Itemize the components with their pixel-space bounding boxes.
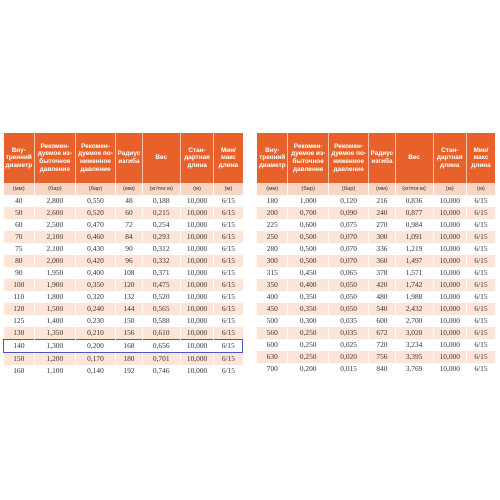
cell-overpressure: 0,250	[288, 351, 328, 363]
cell-overpressure: 0,250	[288, 327, 328, 339]
table-row	[257, 363, 495, 375]
cell-weight: 0,877	[395, 207, 433, 219]
table-row	[4, 219, 243, 231]
cell-standard-length: 10,000	[433, 279, 466, 291]
cell-standard-length: 10,000	[433, 315, 466, 327]
cell-bend-radius: 540	[369, 303, 395, 315]
cell-underpressure: 0,035	[328, 327, 368, 339]
cell-overpressure: 0,500	[288, 255, 328, 267]
cell-inner-diameter: 140	[4, 340, 35, 353]
cell-min-max-length: 6/15	[214, 243, 243, 255]
cell-inner-diameter: 100	[4, 279, 35, 291]
table-body-left	[4, 183, 243, 377]
table-row	[4, 207, 243, 219]
cell-underpressure: 0,550	[75, 195, 116, 207]
cell-overpressure: 0,500	[288, 243, 328, 255]
cell-weight: 0,836	[395, 195, 433, 207]
cell-underpressure: 0,025	[328, 339, 368, 351]
cell-standard-length: 10,000	[433, 363, 466, 375]
cell-weight: 0,254	[142, 219, 180, 231]
cell-bend-radius: 378	[369, 267, 395, 279]
cell-weight: 0,332	[142, 255, 180, 267]
header-weight: Вес	[142, 133, 180, 183]
cell-inner-diameter: 40	[4, 195, 35, 207]
cell-weight: 0,188	[142, 195, 180, 207]
cell-min-max-length: 6/15	[214, 291, 243, 303]
cell-min-max-length: 6/15	[466, 315, 495, 327]
cell-standard-length: 10,000	[180, 231, 213, 243]
unit-cell: (м)	[214, 183, 243, 195]
header-overpressure: Рекомен- дуемое из- быточное давление	[35, 133, 76, 183]
cell-weight: 0,565	[142, 303, 180, 315]
cell-min-max-length: 6/15	[466, 339, 495, 351]
unit-cell: (бар)	[75, 183, 116, 195]
cell-weight: 3,769	[395, 363, 433, 375]
cell-inner-diameter: 80	[4, 255, 35, 267]
cell-weight: 0,371	[142, 267, 180, 279]
cell-bend-radius: 168	[116, 340, 142, 353]
cell-bend-radius: 90	[116, 243, 142, 255]
cell-overpressure: 1,200	[35, 353, 76, 366]
cell-inner-diameter: 450	[257, 303, 288, 315]
table-row	[4, 255, 243, 267]
table-row	[4, 243, 243, 255]
table-row	[4, 267, 243, 279]
cell-underpressure: 0,070	[328, 243, 368, 255]
unit-cell: (бар)	[35, 183, 76, 195]
cell-inner-diameter: 350	[257, 279, 288, 291]
unit-cell: (мм)	[257, 183, 288, 195]
header-standard-length: Стан- дартная длина	[433, 133, 466, 183]
cell-weight: 0,701	[142, 353, 180, 366]
cell-standard-length: 10,000	[180, 340, 213, 353]
cell-standard-length: 10,000	[433, 207, 466, 219]
cell-underpressure: 0,070	[328, 255, 368, 267]
cell-standard-length: 10,000	[433, 231, 466, 243]
header-overpressure: Рекомен- дуемое из- быточное давление	[288, 133, 328, 183]
cell-overpressure: 1,000	[288, 195, 328, 207]
unit-cell: (м)	[180, 183, 213, 195]
cell-standard-length: 10,000	[433, 267, 466, 279]
table-row	[257, 315, 495, 327]
cell-underpressure: 0,120	[328, 195, 368, 207]
cell-min-max-length: 6/15	[466, 231, 495, 243]
cell-min-max-length: 6/15	[466, 243, 495, 255]
cell-underpressure: 0,200	[75, 340, 116, 353]
cell-underpressure: 0,035	[328, 315, 368, 327]
table-row	[4, 291, 243, 303]
cell-underpressure: 0,420	[75, 255, 116, 267]
cell-underpressure: 0,460	[75, 231, 116, 243]
cell-underpressure: 0,065	[328, 267, 368, 279]
cell-inner-diameter: 125	[4, 315, 35, 327]
unit-cell: (кг/пог.м)	[142, 183, 180, 195]
cell-bend-radius: 150	[116, 315, 142, 327]
cell-bend-radius: 144	[116, 303, 142, 315]
header-underpressure: Рекомен- дуемое по- ниженное давление	[328, 133, 368, 183]
cell-bend-radius: 420	[369, 279, 395, 291]
cell-min-max-length: 6/15	[214, 195, 243, 207]
table-row	[4, 231, 243, 243]
cell-weight: 0,312	[142, 243, 180, 255]
cell-weight: 1,571	[395, 267, 433, 279]
cell-overpressure: 0,350	[288, 291, 328, 303]
cell-bend-radius: 480	[369, 291, 395, 303]
cell-standard-length: 10,000	[433, 339, 466, 351]
cell-standard-length: 10,000	[180, 195, 213, 207]
cell-bend-radius: 180	[116, 353, 142, 366]
table-row	[257, 255, 495, 267]
cell-bend-radius: 108	[116, 267, 142, 279]
unit-cell: (мм)	[4, 183, 35, 195]
table-row	[257, 243, 495, 255]
cell-underpressure: 0,170	[75, 353, 116, 366]
cell-min-max-length: 6/15	[466, 195, 495, 207]
cell-overpressure: 1,950	[35, 267, 76, 279]
cell-inner-diameter: 120	[4, 303, 35, 315]
header-bend-radius: Радиус изгиба	[116, 133, 142, 183]
cell-inner-diameter: 160	[4, 365, 35, 377]
unit-cell: (бар)	[328, 183, 368, 195]
cell-weight: 3,020	[395, 327, 433, 339]
cell-standard-length: 10,000	[180, 279, 213, 291]
cell-bend-radius: 600	[369, 315, 395, 327]
header-row	[4, 133, 243, 183]
cell-weight: 0,293	[142, 231, 180, 243]
cell-inner-diameter: 200	[257, 207, 288, 219]
cell-standard-length: 10,000	[180, 353, 213, 366]
table-row	[4, 279, 243, 291]
cell-weight: 3,395	[395, 351, 433, 363]
cell-overpressure: 0,350	[288, 303, 328, 315]
cell-bend-radius: 216	[369, 195, 395, 207]
cell-weight: 0,588	[142, 315, 180, 327]
cell-min-max-length: 6/15	[466, 327, 495, 339]
header-underpressure: Рекомен- дуемое по- ниженное давление	[75, 133, 116, 183]
cell-underpressure: 0,320	[75, 291, 116, 303]
cell-underpressure: 0,050	[328, 303, 368, 315]
cell-bend-radius: 720	[369, 339, 395, 351]
header-standard-length: Стан- дартная длина	[180, 133, 213, 183]
table-row	[257, 327, 495, 339]
table-row	[4, 340, 243, 353]
cell-overpressure: 0,600	[288, 219, 328, 231]
unit-cell: (кг/пог.м)	[395, 183, 433, 195]
cell-standard-length: 10,000	[180, 255, 213, 267]
unit-row	[257, 183, 495, 195]
cell-standard-length: 10,000	[433, 195, 466, 207]
table-row	[257, 195, 495, 207]
cell-overpressure: 1,900	[35, 279, 76, 291]
cell-underpressure: 0,350	[75, 279, 116, 291]
unit-row	[4, 183, 243, 195]
cell-standard-length: 10,000	[180, 303, 213, 315]
cell-standard-length: 10,000	[433, 255, 466, 267]
cell-inner-diameter: 90	[4, 267, 35, 279]
unit-cell: (мм)	[369, 183, 395, 195]
cell-bend-radius: 840	[369, 363, 395, 375]
cell-standard-length: 10,000	[180, 243, 213, 255]
cell-overpressure: 1,400	[35, 315, 76, 327]
cell-bend-radius: 336	[369, 243, 395, 255]
cell-min-max-length: 6/15	[214, 327, 243, 340]
cell-overpressure: 0,700	[288, 207, 328, 219]
cell-standard-length: 10,000	[433, 291, 466, 303]
cell-min-max-length: 6/15	[214, 365, 243, 377]
cell-underpressure: 0,050	[328, 279, 368, 291]
cell-bend-radius: 156	[116, 327, 142, 340]
unit-cell: (бар)	[288, 183, 328, 195]
cell-weight: 1,219	[395, 243, 433, 255]
cell-underpressure: 0,470	[75, 219, 116, 231]
unit-cell: (м)	[433, 183, 466, 195]
unit-cell: (мм)	[116, 183, 142, 195]
cell-standard-length: 10,000	[180, 219, 213, 231]
header-bend-radius: Радиус изгиба	[369, 133, 395, 183]
cell-bend-radius: 96	[116, 255, 142, 267]
cell-inner-diameter: 560	[257, 327, 288, 339]
cell-min-max-length: 6/15	[466, 279, 495, 291]
cell-inner-diameter: 75	[4, 243, 35, 255]
table-row	[257, 207, 495, 219]
cell-standard-length: 10,000	[180, 207, 213, 219]
header-row	[257, 133, 495, 183]
cell-overpressure: 0,450	[288, 267, 328, 279]
table-row	[257, 351, 495, 363]
cell-bend-radius: 48	[116, 195, 142, 207]
cell-inner-diameter: 400	[257, 291, 288, 303]
table-row	[4, 195, 243, 207]
cell-underpressure: 0,430	[75, 243, 116, 255]
cell-min-max-length: 6/15	[214, 315, 243, 327]
cell-min-max-length: 6/15	[214, 267, 243, 279]
cell-standard-length: 10,000	[433, 327, 466, 339]
cell-min-max-length: 6/15	[466, 291, 495, 303]
cell-overpressure: 1,100	[35, 365, 76, 377]
hose-spec-table-right	[257, 133, 495, 375]
cell-overpressure: 1,800	[35, 291, 76, 303]
cell-underpressure: 0,230	[75, 315, 116, 327]
cell-standard-length: 10,000	[433, 351, 466, 363]
cell-bend-radius: 756	[369, 351, 395, 363]
cell-overpressure: 2,100	[35, 243, 76, 255]
cell-inner-diameter: 225	[257, 219, 288, 231]
cell-inner-diameter: 500	[257, 315, 288, 327]
table-row	[257, 339, 495, 351]
cell-min-max-length: 6/15	[466, 351, 495, 363]
table-row	[4, 315, 243, 327]
cell-bend-radius: 240	[369, 207, 395, 219]
cell-bend-radius: 84	[116, 231, 142, 243]
cell-underpressure: 0,090	[328, 207, 368, 219]
cell-bend-radius: 192	[116, 365, 142, 377]
cell-weight: 0,746	[142, 365, 180, 377]
table-body-right	[257, 183, 495, 375]
cell-standard-length: 10,000	[180, 267, 213, 279]
cell-standard-length: 10,000	[433, 219, 466, 231]
cell-weight: 3,234	[395, 339, 433, 351]
cell-inner-diameter: 315	[257, 267, 288, 279]
cell-underpressure: 0,520	[75, 207, 116, 219]
cell-bend-radius: 132	[116, 291, 142, 303]
cell-min-max-length: 6/15	[214, 219, 243, 231]
cell-weight: 1,742	[395, 279, 433, 291]
cell-inner-diameter: 70	[4, 231, 35, 243]
cell-underpressure: 0,140	[75, 365, 116, 377]
table-row	[257, 231, 495, 243]
cell-min-max-length: 6/15	[214, 340, 243, 353]
cell-inner-diameter: 110	[4, 291, 35, 303]
cell-bend-radius: 60	[116, 207, 142, 219]
cell-overpressure: 0,300	[288, 315, 328, 327]
cell-weight: 0,475	[142, 279, 180, 291]
cell-weight: 1,091	[395, 231, 433, 243]
header-weight: Вес	[395, 133, 433, 183]
cell-underpressure: 0,070	[328, 231, 368, 243]
cell-bend-radius: 672	[369, 327, 395, 339]
cell-inner-diameter: 300	[257, 255, 288, 267]
cell-standard-length: 10,000	[180, 291, 213, 303]
cell-min-max-length: 6/15	[214, 231, 243, 243]
cell-underpressure: 0,400	[75, 267, 116, 279]
cell-overpressure: 2,000	[35, 255, 76, 267]
cell-inner-diameter: 130	[4, 327, 35, 340]
unit-cell: (м)	[466, 183, 495, 195]
cell-underpressure: 0,240	[75, 303, 116, 315]
cell-overpressure: 0,500	[288, 231, 328, 243]
cell-bend-radius: 360	[369, 255, 395, 267]
cell-inner-diameter: 250	[257, 231, 288, 243]
table-row	[4, 327, 243, 340]
cell-weight: 1,497	[395, 255, 433, 267]
cell-weight: 0,984	[395, 219, 433, 231]
cell-overpressure: 1,500	[35, 303, 76, 315]
cell-min-max-length: 6/15	[466, 219, 495, 231]
cell-bend-radius: 300	[369, 231, 395, 243]
cell-underpressure: 0,050	[328, 291, 368, 303]
cell-overpressure: 2,600	[35, 207, 76, 219]
cell-weight: 2,432	[395, 303, 433, 315]
cell-weight: 0,656	[142, 340, 180, 353]
header-inner-diameter: Вну- тренний диаметр	[257, 133, 288, 183]
table-row	[4, 303, 243, 315]
cell-underpressure: 0,015	[328, 363, 368, 375]
cell-overpressure: 2,500	[35, 219, 76, 231]
cell-bend-radius: 270	[369, 219, 395, 231]
cell-inner-diameter: 700	[257, 363, 288, 375]
cell-min-max-length: 6/15	[466, 267, 495, 279]
cell-standard-length: 10,000	[180, 327, 213, 340]
cell-inner-diameter: 60	[4, 219, 35, 231]
cell-standard-length: 10,000	[433, 303, 466, 315]
cell-standard-length: 10,000	[180, 315, 213, 327]
cell-min-max-length: 6/15	[466, 363, 495, 375]
cell-weight: 0,215	[142, 207, 180, 219]
cell-bend-radius: 120	[116, 279, 142, 291]
cell-min-max-length: 6/15	[214, 279, 243, 291]
cell-min-max-length: 6/15	[214, 303, 243, 315]
cell-bend-radius: 72	[116, 219, 142, 231]
cell-overpressure: 1,300	[35, 340, 76, 353]
table-row	[257, 219, 495, 231]
cell-inner-diameter: 600	[257, 339, 288, 351]
cell-overpressure: 0,200	[288, 363, 328, 375]
header-min-max-length: Мин/ макс длина	[214, 133, 243, 183]
cell-weight: 0,610	[142, 327, 180, 340]
cell-overpressure: 2,100	[35, 231, 76, 243]
hose-spec-table-left	[3, 133, 243, 377]
cell-overpressure: 2,800	[35, 195, 76, 207]
cell-min-max-length: 6/15	[466, 207, 495, 219]
cell-min-max-length: 6/15	[466, 255, 495, 267]
cell-inner-diameter: 180	[257, 195, 288, 207]
cell-underpressure: 0,020	[328, 351, 368, 363]
cell-inner-diameter: 50	[4, 207, 35, 219]
cell-weight: 2,700	[395, 315, 433, 327]
table-row	[257, 279, 495, 291]
header-min-max-length: Мин/ макс длина	[466, 133, 495, 183]
cell-weight: 0,520	[142, 291, 180, 303]
cell-min-max-length: 6/15	[214, 207, 243, 219]
cell-inner-diameter: 150	[4, 353, 35, 366]
cell-inner-diameter: 630	[257, 351, 288, 363]
cell-min-max-length: 6/15	[214, 255, 243, 267]
cell-inner-diameter: 280	[257, 243, 288, 255]
cell-min-max-length: 6/15	[214, 353, 243, 366]
cell-overpressure: 0,250	[288, 339, 328, 351]
cell-overpressure: 0,400	[288, 279, 328, 291]
cell-underpressure: 0,075	[328, 219, 368, 231]
table-row	[257, 303, 495, 315]
header-inner-diameter: Вну- тренний диаметр	[4, 133, 35, 183]
table-row	[257, 291, 495, 303]
table-row	[4, 353, 243, 366]
cell-underpressure: 0,210	[75, 327, 116, 340]
cell-overpressure: 1,350	[35, 327, 76, 340]
cell-standard-length: 10,000	[433, 243, 466, 255]
cell-standard-length: 10,000	[180, 365, 213, 377]
cell-min-max-length: 6/15	[466, 303, 495, 315]
table-row	[4, 365, 243, 377]
cell-weight: 1,988	[395, 291, 433, 303]
table-row	[257, 267, 495, 279]
